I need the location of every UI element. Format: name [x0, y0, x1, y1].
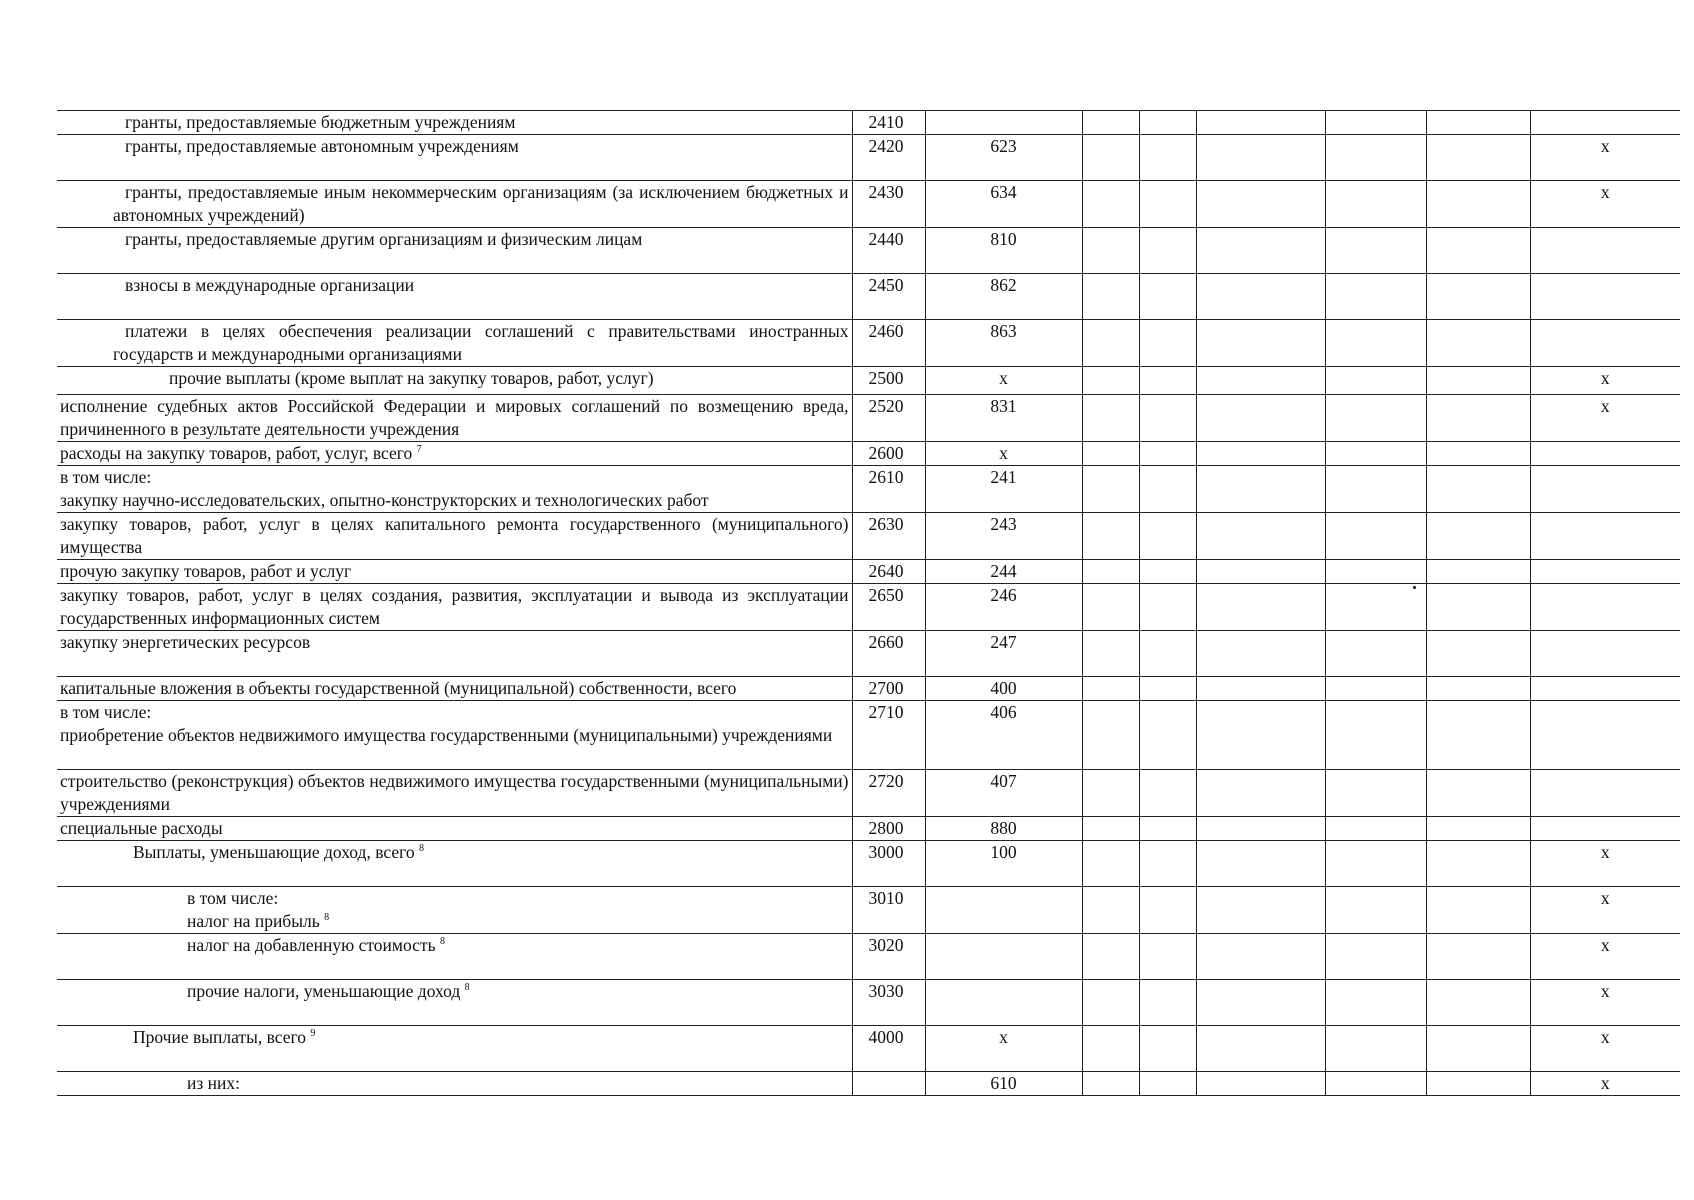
table-row	[57, 560, 1680, 584]
row-empty-cell	[1325, 841, 1426, 887]
row-name-detail: приобретение объектов недвижимого имущества государственными (муниципальными) учреждениями	[60, 725, 833, 745]
row-empty-cell	[1082, 274, 1139, 320]
row-name	[57, 181, 852, 228]
row-line-code: 3020	[852, 934, 925, 980]
row-line-code: 3010	[852, 887, 925, 934]
table-row	[57, 631, 1680, 677]
row-empty-cell	[1325, 677, 1426, 701]
row-empty-cell	[1325, 320, 1426, 367]
row-kbk-code: x	[925, 1026, 1082, 1072]
table-row	[57, 1072, 1680, 1096]
row-name-detail: налог на прибыль $^8$	[187, 911, 330, 931]
row-line-code: 3030	[852, 980, 925, 1026]
row-empty-cell	[1196, 367, 1325, 395]
row-empty-cell	[1325, 513, 1426, 560]
row-empty-cell	[1082, 817, 1139, 841]
row-line-code: 2630	[852, 513, 925, 560]
row-name	[57, 631, 852, 677]
row-empty-cell	[1082, 367, 1139, 395]
row-empty-cell	[1139, 560, 1196, 584]
row-empty-cell	[1139, 395, 1196, 442]
row-empty-cell	[1325, 701, 1426, 770]
row-x-mark	[1530, 770, 1680, 817]
row-empty-cell	[1426, 513, 1530, 560]
row-empty-cell	[1325, 560, 1426, 584]
row-name	[57, 135, 852, 181]
row-empty-cell	[1426, 367, 1530, 395]
row-x-mark: x	[1530, 934, 1680, 980]
row-name	[57, 677, 852, 701]
row-empty-cell	[1325, 111, 1426, 135]
row-name	[57, 513, 852, 560]
row-name-text: гранты, предоставляемые автономным учреждениям	[125, 136, 519, 156]
row-line-code: 2410	[852, 111, 925, 135]
row-empty-cell	[1196, 135, 1325, 181]
row-kbk-code: 810	[925, 228, 1082, 274]
row-empty-cell	[1082, 584, 1139, 631]
row-empty-cell	[1426, 320, 1530, 367]
row-empty-cell	[1082, 631, 1139, 677]
table-row	[57, 228, 1680, 274]
table-row	[57, 934, 1680, 980]
table-row	[57, 841, 1680, 887]
row-name	[57, 367, 852, 395]
row-empty-cell	[1139, 631, 1196, 677]
row-empty-cell	[1082, 513, 1139, 560]
row-x-mark	[1530, 513, 1680, 560]
row-empty-cell	[1196, 395, 1325, 442]
row-empty-cell	[1196, 466, 1325, 513]
row-empty-cell	[1426, 584, 1530, 631]
row-x-mark	[1530, 560, 1680, 584]
table-row	[57, 395, 1680, 442]
row-empty-cell	[1325, 181, 1426, 228]
table-row	[57, 887, 1680, 934]
row-empty-cell	[1325, 442, 1426, 466]
row-line-code: 2500	[852, 367, 925, 395]
row-empty-cell	[1426, 934, 1530, 980]
row-x-mark: x	[1530, 887, 1680, 934]
table-row	[57, 320, 1680, 367]
row-empty-cell	[1139, 274, 1196, 320]
row-x-mark	[1530, 584, 1680, 631]
row-empty-cell	[1426, 887, 1530, 934]
row-empty-cell	[1082, 980, 1139, 1026]
row-line-code: 2520	[852, 395, 925, 442]
row-name	[57, 1072, 852, 1096]
row-x-mark	[1530, 320, 1680, 367]
row-empty-cell	[1082, 1072, 1139, 1096]
row-name-text: прочие выплаты (кроме выплат на закупку товаров, работ, услуг)	[169, 368, 654, 388]
row-empty-cell	[1196, 934, 1325, 980]
row-empty-cell	[1196, 560, 1325, 584]
row-empty-cell	[1426, 395, 1530, 442]
row-empty-cell	[1139, 841, 1196, 887]
row-empty-cell	[1325, 367, 1426, 395]
row-x-mark: x	[1530, 1072, 1680, 1096]
row-empty-cell	[1196, 181, 1325, 228]
row-empty-cell	[1082, 701, 1139, 770]
row-empty-cell	[1196, 980, 1325, 1026]
row-kbk-code: 862	[925, 274, 1082, 320]
row-empty-cell	[1196, 770, 1325, 817]
row-empty-cell	[1139, 817, 1196, 841]
row-kbk-code	[925, 980, 1082, 1026]
footnote-ref: 8	[439, 936, 445, 947]
row-empty-cell	[1196, 513, 1325, 560]
row-x-mark: x	[1530, 181, 1680, 228]
row-empty-cell	[1139, 1026, 1196, 1072]
row-name-text: строительство (реконструкция) объектов недвижимого имущества государственными (муниципальными) учреждениями	[60, 771, 849, 814]
row-empty-cell	[1082, 111, 1139, 135]
row-name-text: прочие налоги, уменьшающие доход	[187, 981, 461, 1001]
row-name	[57, 1026, 852, 1072]
row-line-code: 2600	[852, 442, 925, 466]
row-x-mark: x	[1530, 841, 1680, 887]
row-empty-cell	[1426, 631, 1530, 677]
row-empty-cell	[1196, 584, 1325, 631]
table-row	[57, 135, 1680, 181]
row-name-text: платежи в целях обеспечения реализации соглашений с правительствами иностранных государств и международными организациями	[113, 321, 849, 364]
row-line-code: 4000	[852, 1026, 925, 1072]
row-kbk-code: 880	[925, 817, 1082, 841]
row-empty-cell	[1325, 135, 1426, 181]
row-name-text: гранты, предоставляемые другим организациям и физическим лицам	[125, 229, 643, 249]
row-empty-cell	[1325, 274, 1426, 320]
row-empty-cell	[1426, 841, 1530, 887]
row-empty-cell	[1426, 1072, 1530, 1096]
row-empty-cell	[1196, 887, 1325, 934]
row-empty-cell	[1426, 228, 1530, 274]
row-name	[57, 111, 852, 135]
row-kbk-code: 863	[925, 320, 1082, 367]
row-empty-cell	[1139, 770, 1196, 817]
row-kbk-code: 241	[925, 466, 1082, 513]
row-name-text: расходы на закупку товаров, работ, услуг, всего	[60, 443, 413, 463]
row-empty-cell	[1426, 466, 1530, 513]
table-row	[57, 513, 1680, 560]
row-empty-cell	[1426, 1026, 1530, 1072]
row-name	[57, 274, 852, 320]
row-line-code: 2430	[852, 181, 925, 228]
footnote-ref: 8	[418, 843, 424, 854]
row-name	[57, 841, 852, 887]
table-row	[57, 980, 1680, 1026]
row-name-detail: закупку научно-исследовательских, опытно-конструкторских и технологических работ	[60, 490, 709, 510]
table-row	[57, 367, 1680, 395]
row-empty-cell	[1426, 817, 1530, 841]
row-empty-cell	[1139, 1072, 1196, 1096]
row-empty-cell	[1139, 367, 1196, 395]
row-empty-cell	[1196, 274, 1325, 320]
row-x-mark	[1530, 677, 1680, 701]
row-kbk-code: x	[925, 367, 1082, 395]
row-x-mark: x	[1530, 395, 1680, 442]
row-kbk-code	[925, 934, 1082, 980]
table-row	[57, 701, 1680, 770]
row-name	[57, 934, 852, 980]
table-row	[57, 466, 1680, 513]
row-empty-cell	[1325, 770, 1426, 817]
row-empty-cell	[1139, 320, 1196, 367]
row-empty-cell	[1325, 466, 1426, 513]
row-line-code: 2660	[852, 631, 925, 677]
row-empty-cell	[1082, 887, 1139, 934]
row-empty-cell	[1196, 442, 1325, 466]
row-empty-cell	[1139, 677, 1196, 701]
row-empty-cell	[1139, 701, 1196, 770]
row-empty-cell	[1082, 1026, 1139, 1072]
table-row	[57, 817, 1680, 841]
row-name	[57, 770, 852, 817]
row-empty-cell	[1196, 677, 1325, 701]
row-x-mark: x	[1530, 135, 1680, 181]
row-name	[57, 228, 852, 274]
row-empty-cell	[1082, 934, 1139, 980]
row-empty-cell	[1426, 560, 1530, 584]
row-empty-cell	[1139, 934, 1196, 980]
row-name-text: в том числе:	[60, 702, 152, 722]
row-empty-cell	[1196, 228, 1325, 274]
row-empty-cell	[1196, 817, 1325, 841]
row-empty-cell	[1082, 228, 1139, 274]
row-empty-cell	[1426, 274, 1530, 320]
row-line-code: 2710	[852, 701, 925, 770]
row-empty-cell	[1325, 1026, 1426, 1072]
row-empty-cell	[1082, 181, 1139, 228]
row-empty-cell	[1426, 980, 1530, 1026]
row-empty-cell	[1196, 701, 1325, 770]
row-line-code: 2610	[852, 466, 925, 513]
row-empty-cell	[1139, 513, 1196, 560]
row-kbk-code: 623	[925, 135, 1082, 181]
row-empty-cell	[1426, 677, 1530, 701]
row-empty-cell	[1139, 466, 1196, 513]
row-empty-cell	[1139, 980, 1196, 1026]
row-name-text: налог на добавленную стоимость	[187, 935, 436, 955]
row-empty-cell	[1426, 701, 1530, 770]
row-empty-cell	[1426, 770, 1530, 817]
row-name	[57, 395, 852, 442]
row-kbk-code	[925, 887, 1082, 934]
row-line-code: 3000	[852, 841, 925, 887]
table-row	[57, 677, 1680, 701]
row-line-code: 2720	[852, 770, 925, 817]
row-empty-cell	[1082, 841, 1139, 887]
row-kbk-code: x	[925, 442, 1082, 466]
row-name	[57, 980, 852, 1026]
table-row	[57, 1026, 1680, 1072]
row-name-text: гранты, предоставляемые бюджетным учреждениям	[125, 112, 516, 132]
row-line-code: 2640	[852, 560, 925, 584]
row-x-mark	[1530, 701, 1680, 770]
row-kbk-code: 246	[925, 584, 1082, 631]
row-kbk-code: 407	[925, 770, 1082, 817]
row-name-text: взносы в международные организации	[125, 275, 415, 295]
row-kbk-code: 243	[925, 513, 1082, 560]
row-line-code: 2450	[852, 274, 925, 320]
scan-dot	[1413, 586, 1416, 589]
row-kbk-code: 100	[925, 841, 1082, 887]
row-empty-cell	[1325, 228, 1426, 274]
row-kbk-code: 406	[925, 701, 1082, 770]
row-empty-cell	[1426, 111, 1530, 135]
row-name	[57, 887, 852, 934]
row-empty-cell	[1325, 1072, 1426, 1096]
row-line-code	[852, 1072, 925, 1096]
row-empty-cell	[1082, 770, 1139, 817]
row-empty-cell	[1325, 817, 1426, 841]
row-kbk-code	[925, 111, 1082, 135]
row-empty-cell	[1139, 181, 1196, 228]
row-kbk-code: 247	[925, 631, 1082, 677]
row-kbk-code: 400	[925, 677, 1082, 701]
row-empty-cell	[1196, 841, 1325, 887]
row-x-mark	[1530, 466, 1680, 513]
row-x-mark	[1530, 111, 1680, 135]
row-empty-cell	[1082, 442, 1139, 466]
table-row	[57, 770, 1680, 817]
footnote-ref: 8	[464, 982, 470, 993]
row-name-text: из них:	[187, 1073, 240, 1093]
table-row	[57, 274, 1680, 320]
row-empty-cell	[1139, 135, 1196, 181]
row-line-code: 2800	[852, 817, 925, 841]
row-empty-cell	[1325, 934, 1426, 980]
row-name-text: Выплаты, уменьшающие доход, всего	[133, 842, 415, 862]
row-name-text: исполнение судебных актов Российской Федерации и мировых соглашений по возмещению вреда, причиненного в результате деятельности учреждения	[60, 396, 849, 439]
table-row	[57, 111, 1680, 135]
row-name	[57, 560, 852, 584]
row-x-mark	[1530, 274, 1680, 320]
row-x-mark: x	[1530, 1026, 1680, 1072]
row-empty-cell	[1082, 395, 1139, 442]
row-name	[57, 320, 852, 367]
row-empty-cell	[1196, 320, 1325, 367]
report-sheet	[57, 110, 1680, 1096]
row-x-mark: x	[1530, 367, 1680, 395]
row-name-text: закупку товаров, работ, услуг в целях создания, развития, эксплуатации и вывода из эксплуатации государственных информационных систем	[60, 585, 849, 628]
row-name-text: капитальные вложения в объекты государственной (муниципальной) собственности, всего	[60, 678, 737, 698]
row-kbk-code: 610	[925, 1072, 1082, 1096]
row-name-text: в том числе:	[60, 467, 152, 487]
row-name-text: Прочие выплаты, всего	[133, 1027, 306, 1047]
row-empty-cell	[1426, 181, 1530, 228]
row-name-text: гранты, предоставляемые иным некоммерческим организациям (за исключением бюджетных и автономных учреждений)	[113, 182, 849, 225]
row-empty-cell	[1082, 677, 1139, 701]
table-row	[57, 584, 1680, 631]
row-x-mark	[1530, 817, 1680, 841]
row-name-text: закупку энергетических ресурсов	[60, 632, 311, 652]
row-empty-cell	[1426, 442, 1530, 466]
row-x-mark: x	[1530, 980, 1680, 1026]
row-line-code: 2420	[852, 135, 925, 181]
footnote-ref: 7	[416, 444, 422, 455]
table-body	[57, 111, 1680, 1096]
row-empty-cell	[1325, 631, 1426, 677]
row-line-code: 2440	[852, 228, 925, 274]
table-row	[57, 181, 1680, 228]
row-empty-cell	[1082, 320, 1139, 367]
row-x-mark	[1530, 228, 1680, 274]
row-name	[57, 817, 852, 841]
row-empty-cell	[1082, 135, 1139, 181]
row-empty-cell	[1325, 980, 1426, 1026]
row-empty-cell	[1139, 887, 1196, 934]
footnote-ref: 9	[310, 1028, 316, 1039]
row-name-text: специальные расходы	[60, 818, 223, 838]
row-empty-cell	[1082, 466, 1139, 513]
row-empty-cell	[1196, 631, 1325, 677]
row-empty-cell	[1082, 560, 1139, 584]
row-line-code: 2700	[852, 677, 925, 701]
row-name	[57, 466, 852, 513]
row-name-text: в том числе:	[187, 888, 279, 908]
expenditure-table	[57, 110, 1680, 1096]
row-kbk-code: 831	[925, 395, 1082, 442]
row-x-mark	[1530, 442, 1680, 466]
row-empty-cell	[1426, 135, 1530, 181]
row-empty-cell	[1196, 1026, 1325, 1072]
row-empty-cell	[1196, 111, 1325, 135]
row-line-code: 2650	[852, 584, 925, 631]
row-line-code: 2460	[852, 320, 925, 367]
row-empty-cell	[1196, 1072, 1325, 1096]
row-x-mark	[1530, 631, 1680, 677]
row-kbk-code: 634	[925, 181, 1082, 228]
footnote-ref: 8	[324, 912, 330, 923]
row-empty-cell	[1325, 584, 1426, 631]
row-empty-cell	[1139, 442, 1196, 466]
row-name-text: закупку товаров, работ, услуг в целях капитального ремонта государственного (муниципального) имущества	[60, 514, 849, 557]
row-empty-cell	[1139, 584, 1196, 631]
row-empty-cell	[1325, 887, 1426, 934]
row-name-text: прочую закупку товаров, работ и услуг	[60, 561, 352, 581]
row-name	[57, 701, 852, 770]
row-empty-cell	[1325, 395, 1426, 442]
row-name	[57, 442, 852, 466]
row-empty-cell	[1139, 228, 1196, 274]
row-kbk-code: 244	[925, 560, 1082, 584]
table-row	[57, 442, 1680, 466]
row-empty-cell	[1139, 111, 1196, 135]
row-name	[57, 584, 852, 631]
